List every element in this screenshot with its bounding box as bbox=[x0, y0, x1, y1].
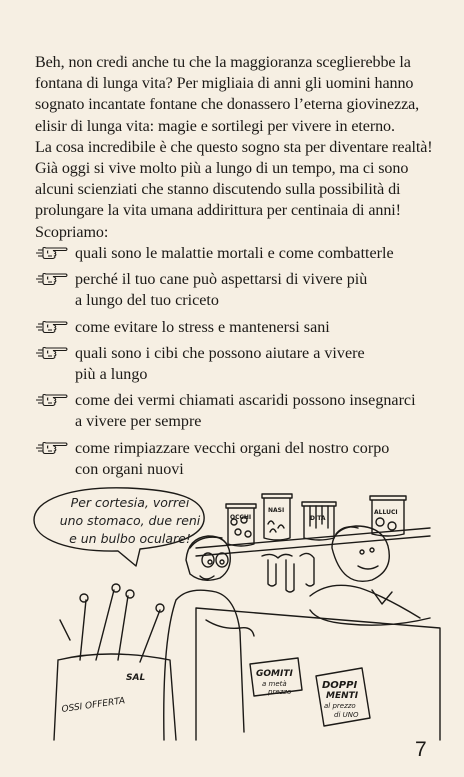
speech-line: uno stomaco, due reni bbox=[59, 513, 201, 528]
jar-occhi bbox=[226, 504, 256, 546]
list-item-text: come dei vermi chiamati ascaridi possono insegnarci bbox=[75, 392, 416, 410]
speech-line: e un bulbo oculare! bbox=[69, 531, 191, 546]
list-item-text: quali sono le malattie mortali e come combatterle bbox=[75, 245, 394, 262]
pointing-hand-icon bbox=[35, 438, 69, 456]
sign-text: MENTI bbox=[326, 691, 359, 701]
list-item-text: più a lungo bbox=[75, 366, 148, 384]
paragraph-line: prolungare la vita umana addirittura per centinaia di anni! bbox=[35, 202, 401, 220]
jar-nasi bbox=[262, 494, 292, 540]
list-item-text: quali sono i cibi che possono aiutare a vivere bbox=[75, 344, 365, 362]
page-number: 7 bbox=[415, 738, 427, 761]
paragraph-line: La cosa incredibile è che questo sogno sta per diventare realtà! bbox=[35, 138, 433, 156]
pointing-hand-icon bbox=[35, 317, 69, 335]
shelf bbox=[196, 528, 430, 556]
list-item-text: perché il tuo cane può aspettarsi di vivere più bbox=[75, 271, 368, 289]
sign-text: di UNO bbox=[334, 711, 359, 719]
hanging-arms bbox=[262, 553, 314, 592]
intro-paragraph bbox=[35, 52, 445, 243]
sign-text: al prezzo bbox=[324, 702, 356, 710]
list-item bbox=[35, 269, 455, 311]
paragraph-line: sognato incantate fontane che donassero l’eterna giovinezza, bbox=[35, 96, 420, 114]
topic-list bbox=[35, 243, 455, 485]
customer-character bbox=[164, 536, 254, 740]
sign-text: GOMITI bbox=[256, 669, 293, 679]
sign-text: a metà bbox=[262, 680, 287, 688]
jar-label: ALLUCI bbox=[374, 509, 398, 516]
sack-label: OSSI OFFERTA bbox=[61, 696, 126, 715]
list-item-text: come rimpiazzare vecchi organi del nostro corpo bbox=[75, 439, 390, 457]
speech-bubble-text bbox=[50, 494, 210, 548]
sign-text: prezzo bbox=[268, 688, 292, 696]
sack-label: SAL bbox=[126, 673, 146, 683]
list-item bbox=[35, 317, 455, 338]
pointing-hand-icon bbox=[35, 343, 69, 361]
paragraph-line: Beh, non credi anche tu che la maggioranza sceglierebbe la bbox=[35, 54, 411, 71]
list-item-text: a lungo del tuo criceto bbox=[75, 292, 219, 310]
jar-label: DITA bbox=[310, 515, 326, 522]
list-item bbox=[35, 438, 455, 480]
pointing-hand-icon bbox=[35, 390, 69, 408]
paragraph-line: elisir di lunga vita: magie e sortilegi per vivere in eterno. bbox=[35, 117, 395, 135]
bones-sack bbox=[54, 584, 176, 740]
list-item bbox=[35, 343, 455, 385]
pointing-hand-icon bbox=[35, 243, 69, 261]
paragraph-line: Scopriamo: bbox=[35, 223, 109, 241]
paragraph-line: alcuni scienziati che stanno discutendo sulla possibilità di bbox=[35, 181, 401, 199]
paragraph-line: fontana di lunga vita? Per migliaia di anni gli uomini hanno bbox=[35, 75, 414, 93]
list-item-text: come evitare lo stress e mantenersi sani bbox=[75, 318, 330, 336]
sign-text: DOPPI bbox=[322, 680, 358, 691]
list-item bbox=[35, 390, 455, 432]
list-item bbox=[35, 243, 455, 264]
list-item-text: a vivere per sempre bbox=[75, 413, 202, 431]
paragraph-line: Già oggi si vive molto più a lungo di un tempo, ma ci sono bbox=[35, 160, 409, 178]
pointing-hand-icon bbox=[35, 269, 69, 287]
list-item-text: con organi nuovi bbox=[75, 460, 184, 478]
jar-label: NASI bbox=[268, 507, 285, 514]
speech-line: Per cortesia, vorrei bbox=[70, 495, 190, 510]
jar-label: OCCHI bbox=[230, 514, 252, 521]
